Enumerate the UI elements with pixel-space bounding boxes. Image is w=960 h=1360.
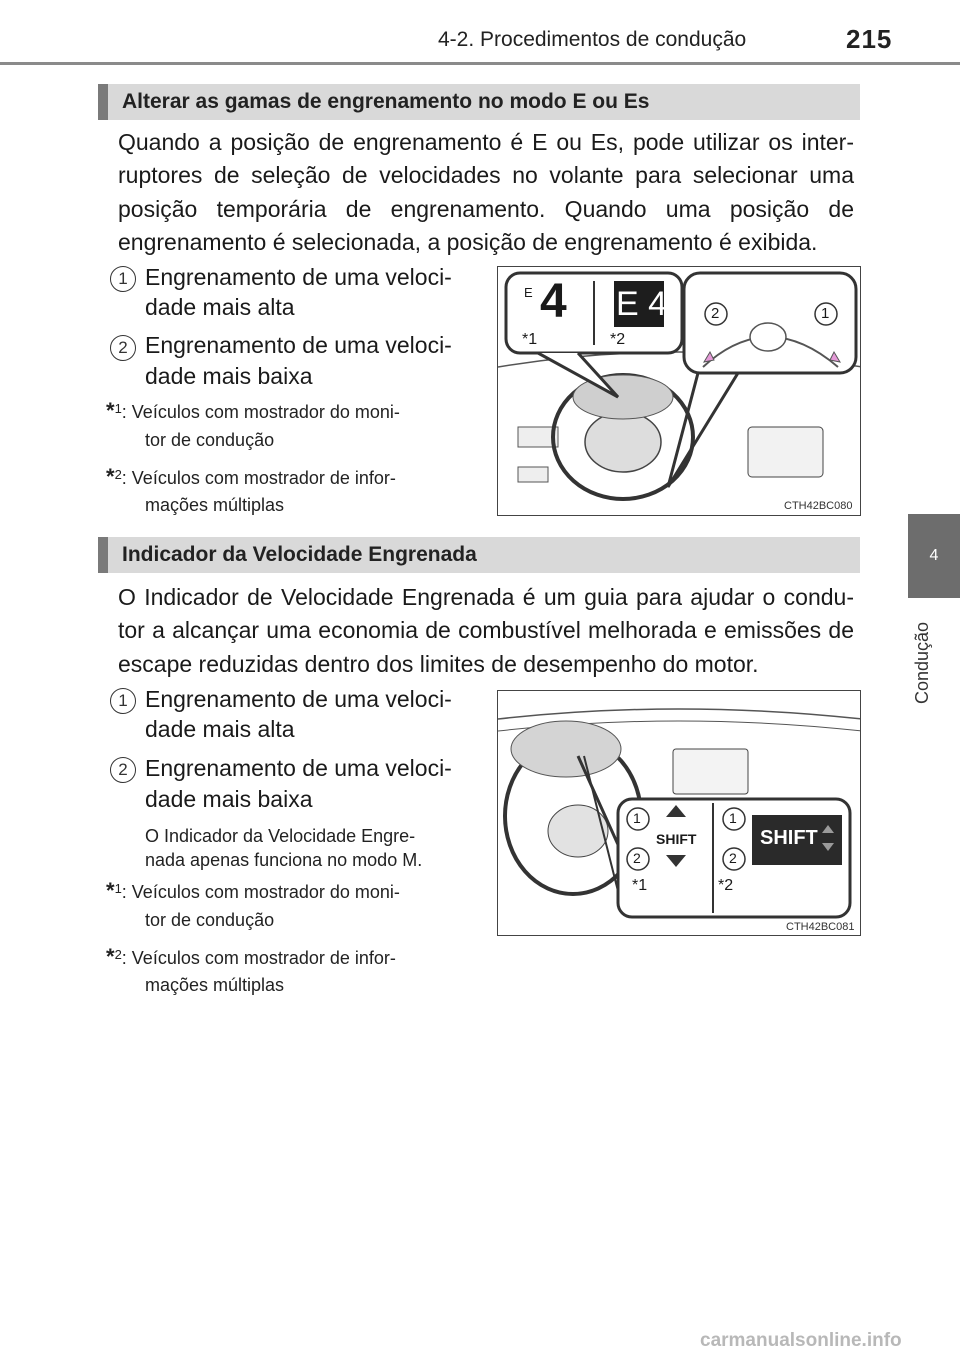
callout-number: 2 bbox=[110, 757, 136, 783]
section-heading-bar bbox=[98, 537, 860, 573]
dashboard-illustration bbox=[498, 691, 861, 936]
section-heading: Alterar as gamas de engrenamento no modo E ou Es bbox=[122, 90, 650, 113]
figure-callout-1: 1 bbox=[633, 810, 641, 826]
chapter-label: Condução bbox=[912, 621, 932, 704]
figure-callout-2: 2 bbox=[711, 305, 720, 322]
callout-number: 1 bbox=[110, 688, 136, 714]
list-item-line: dade mais baixa bbox=[145, 786, 313, 812]
star-label-2: *2 bbox=[610, 331, 626, 348]
footnote-cont: mações múltiplas bbox=[145, 495, 285, 515]
footnote-cont: mações múltiplas bbox=[145, 975, 285, 995]
callout-number: 1 bbox=[110, 266, 136, 292]
list-item-line: dade mais alta bbox=[145, 716, 295, 742]
section-paragraph: O Indicador de Velocidade Engrenada é um guia para ajudar o condu-tor a alcançar uma economia de combustível melhorada e emissões de escape reduzidas dentro dos limites de desempenho do motor. bbox=[118, 584, 854, 677]
footnote-cont: tor de condução bbox=[145, 430, 275, 450]
callout-number: 2 bbox=[110, 335, 136, 361]
watermark: carmanualsonline.info bbox=[700, 1330, 902, 1351]
steering-shift-figure bbox=[497, 266, 861, 516]
list-item-line: dade mais alta bbox=[145, 294, 295, 320]
footnote: *$^2$: Veículos com mostrador de infor- bbox=[106, 464, 396, 489]
figure-callout-1: 1 bbox=[729, 810, 737, 826]
figure-code: CTH42BC080 bbox=[784, 500, 853, 512]
shift-label-display: SHIFT bbox=[760, 827, 818, 849]
star-label-1: *1 bbox=[632, 877, 648, 894]
page-number: 215 bbox=[846, 24, 893, 54]
figure-callout-1: 1 bbox=[821, 305, 830, 322]
section-paragraph: Quando a posição de engrenamento é E ou Es, pode utilizar os inter-ruptores de seleção de velocidades no volante para selecionar uma posição temporária de engrenamento. Quando uma posição de engrenamento é selecionada, a posição de engrenamento é exibida. bbox=[118, 129, 854, 255]
star-label-1: *1 bbox=[522, 331, 538, 348]
gear-display-text: E 4 bbox=[616, 285, 668, 323]
figure-code: CTH42BC081 bbox=[786, 921, 855, 933]
section-heading-bar bbox=[98, 84, 860, 120]
shift-label-plain: SHIFT bbox=[656, 831, 697, 847]
list-item-line: Engrenamento de uma veloci- bbox=[145, 686, 452, 712]
header-rule bbox=[0, 62, 960, 65]
running-header-title: 4-2. Procedimentos de condução bbox=[438, 28, 747, 51]
footnote: *$^1$: Veículos com mostrador do moni- bbox=[106, 398, 400, 423]
star-label-2: *2 bbox=[718, 877, 734, 894]
remark-line: nada apenas funciona no modo M. bbox=[145, 850, 423, 870]
chapter-tab[interactable]: 4 bbox=[908, 514, 960, 598]
footnote: *$^2$: Veículos com mostrador de infor- bbox=[106, 944, 396, 969]
list-item-line: dade mais baixa bbox=[145, 363, 313, 389]
remark-line: O Indicador da Velocidade Engre- bbox=[145, 826, 416, 846]
list-item-line: Engrenamento de uma veloci- bbox=[145, 264, 452, 290]
chapter-label-box bbox=[900, 600, 960, 710]
list-item-line: Engrenamento de uma veloci- bbox=[145, 332, 452, 358]
gear-small-e: E bbox=[524, 285, 533, 300]
shift-indicator-figure bbox=[497, 690, 861, 936]
gear-digit: 4 bbox=[540, 275, 567, 328]
footnote-cont: tor de condução bbox=[145, 910, 275, 930]
section-heading: Indicador da Velocidade Engrenada bbox=[122, 543, 477, 566]
figure-callout-2: 2 bbox=[729, 850, 737, 866]
figure-callout-2: 2 bbox=[633, 850, 641, 866]
list-item-line: Engrenamento de uma veloci- bbox=[145, 755, 452, 781]
footnote: *$^1$: Veículos com mostrador do moni- bbox=[106, 878, 400, 903]
